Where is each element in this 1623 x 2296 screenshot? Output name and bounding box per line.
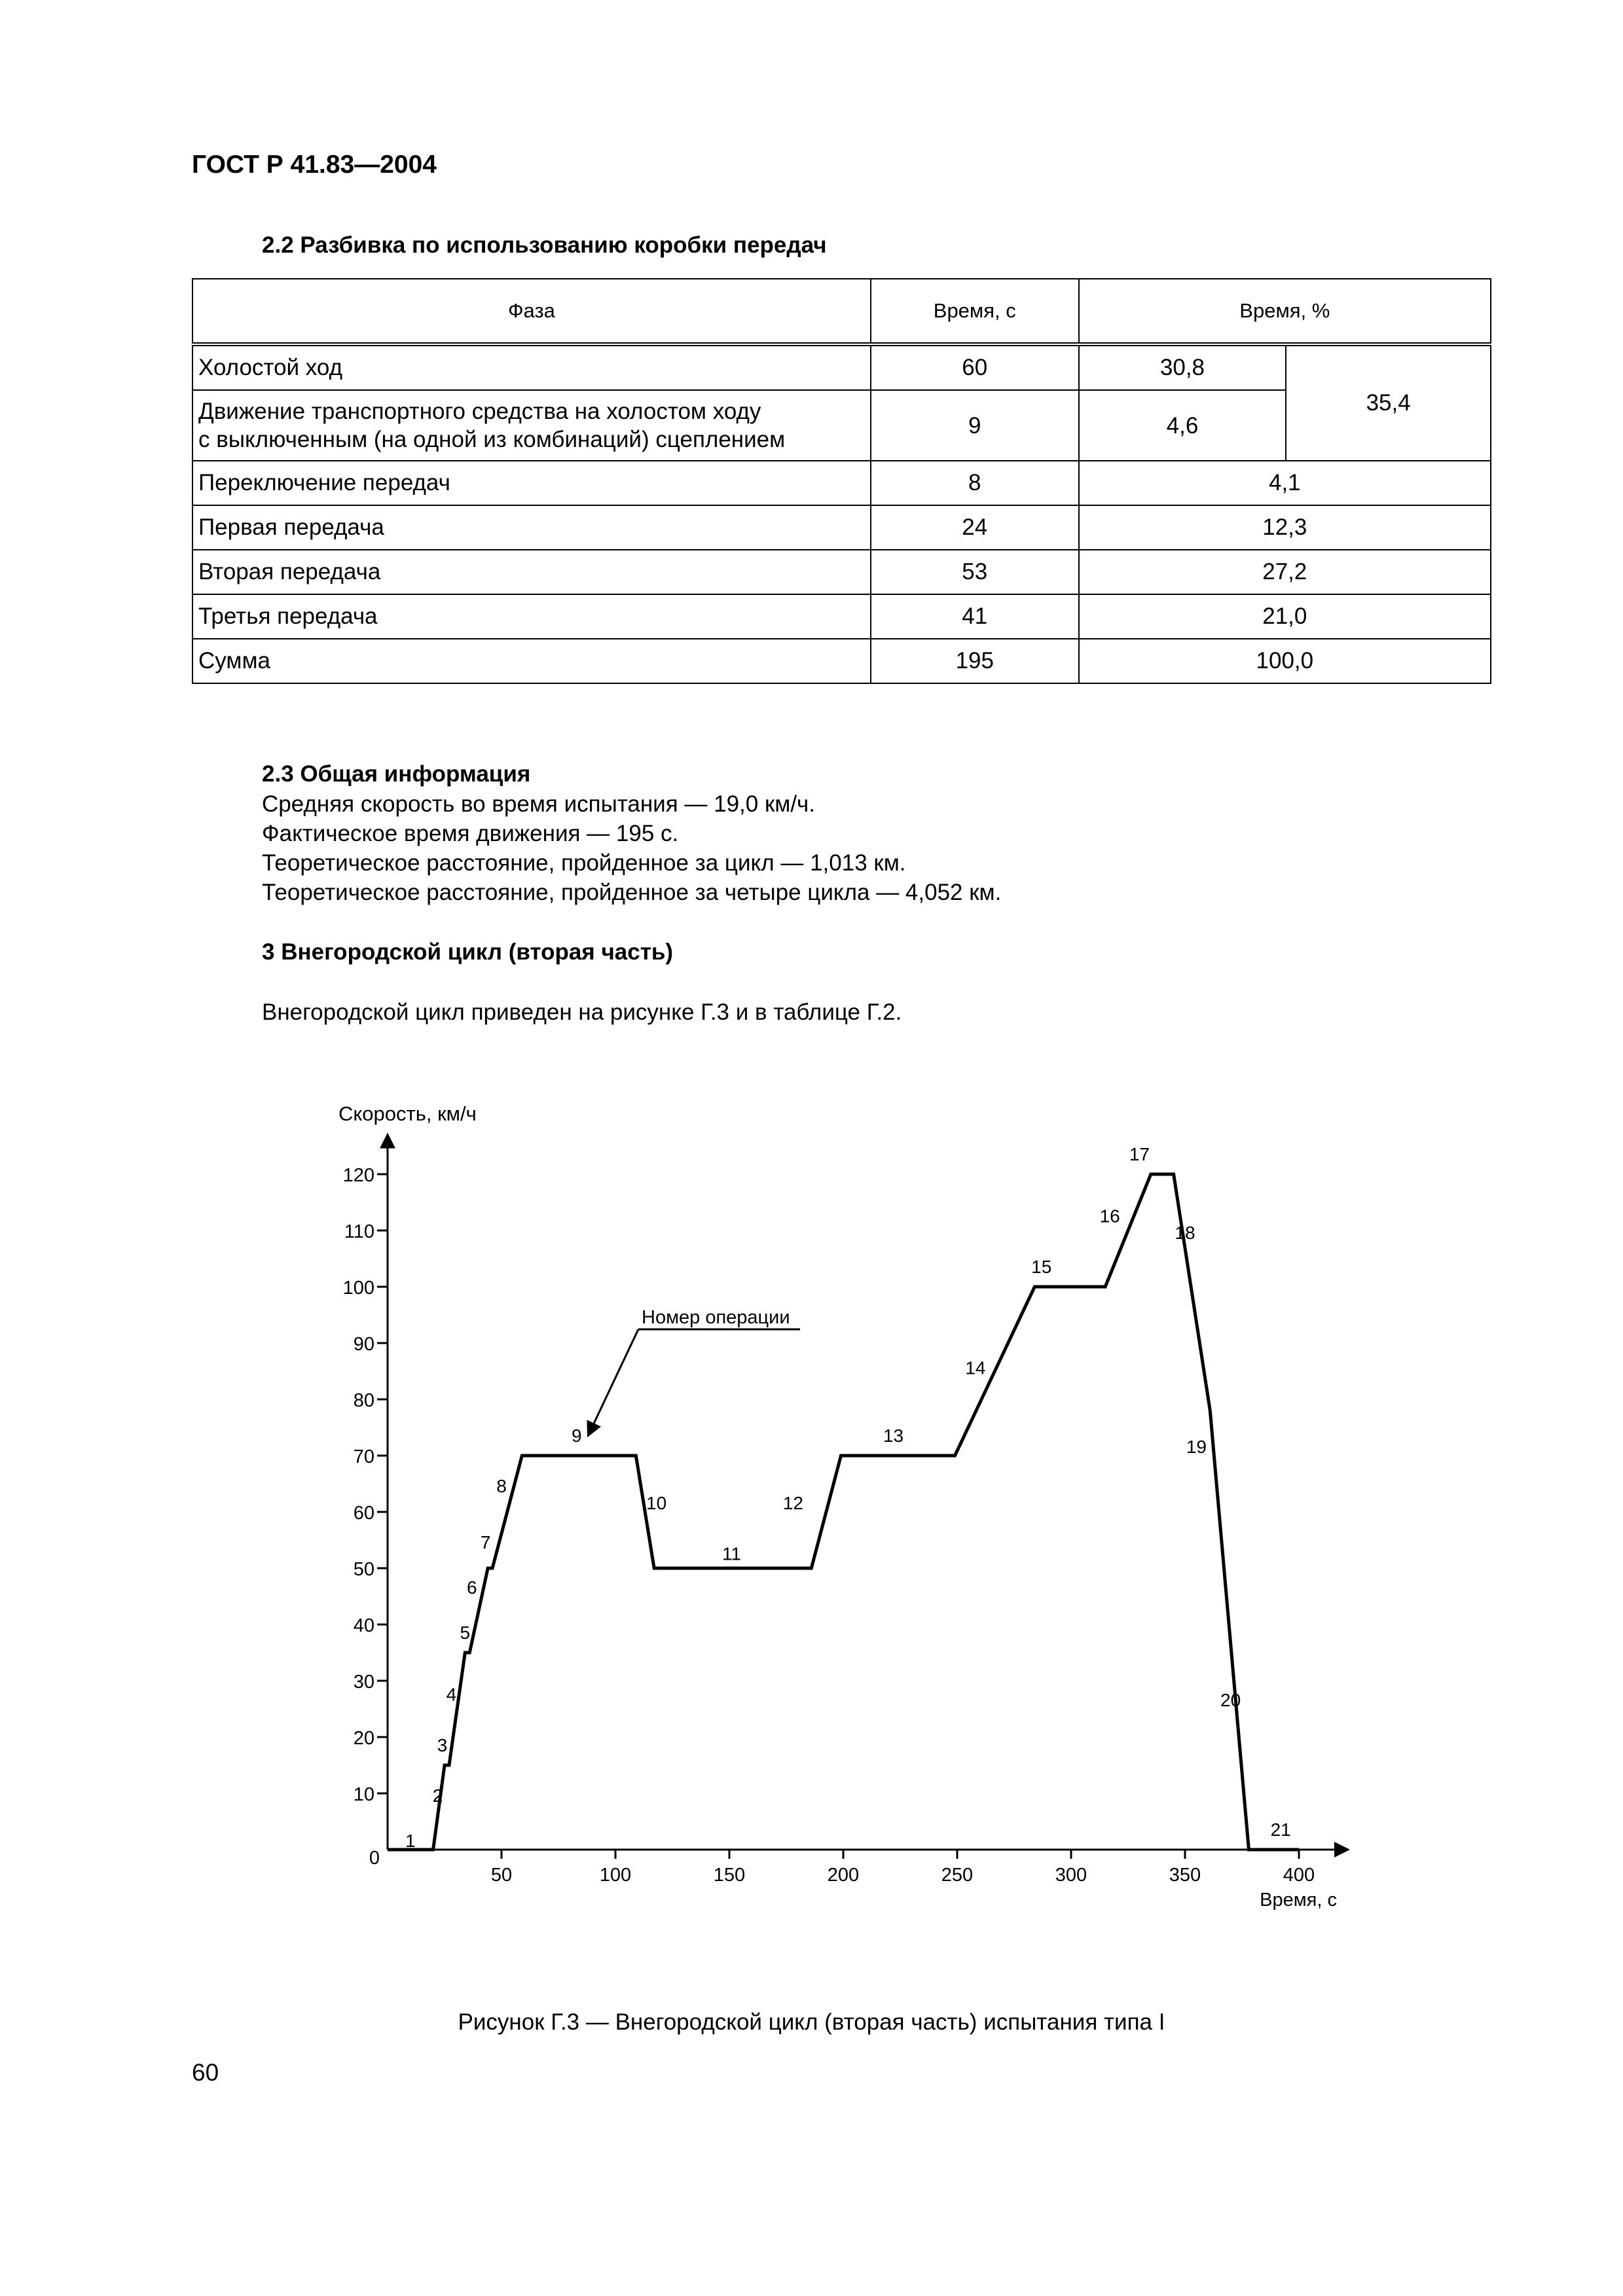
phase-cell: Третья передача [192,594,871,639]
annotation-label: Номер операции [642,1307,790,1328]
operation-label: 8 [496,1476,507,1497]
x-tick-label: 300 [1055,1865,1087,1886]
operation-label: 13 [883,1425,904,1446]
time-pct-cell: 21,0 [1079,594,1491,639]
y-tick-label: 90 [353,1334,374,1355]
time-pct-cell: 4,6 [1079,390,1286,461]
operation-label: 3 [437,1734,448,1755]
phase-line-2: с выключенным (на одной из комбинаций) сцеплением [198,427,786,452]
operation-label: 10 [646,1493,667,1513]
y-tick-label: 20 [353,1728,374,1749]
phase-line-1: Движение транспортного средства на холостом ходу [198,399,761,424]
speed-series-line [388,1174,1299,1850]
operation-label: 1 [405,1831,416,1851]
section-3-heading: 3 Внегородской цикл (вторая часть) [262,939,674,965]
time-s-cell: 41 [871,594,1079,639]
annotation-arrow [588,1329,638,1436]
col-header-time-s: Время, с [871,279,1079,344]
operation-label: 6 [466,1577,477,1598]
idle-total-pct-cell: 35,4 [1286,344,1491,461]
time-pct-cell: 100,0 [1079,639,1491,683]
operation-label: 19 [1186,1437,1207,1457]
y-tick-label: 40 [353,1615,374,1636]
info-line-avg-speed: Средняя скорость во время испытания — 19,0 км/ч. [262,791,816,817]
operation-label: 11 [721,1543,742,1564]
page-number: 60 [192,2059,219,2086]
section-3-text: Внегородской цикл приведен на рисунке Г.3 и в таблице Г.2. [262,999,902,1025]
time-s-cell: 9 [871,390,1079,461]
operation-label: 16 [1099,1206,1120,1227]
phase-cell: Холостой ход [192,344,871,390]
time-s-cell: 8 [871,461,1079,505]
y-tick-label: 0 [369,1848,380,1869]
time-s-cell: 53 [871,550,1079,594]
x-tick-label: 200 [827,1865,860,1886]
operation-label: 5 [460,1622,471,1643]
x-tick-label: 100 [599,1865,632,1886]
info-line-distance-cycle: Теоретическое расстояние, пройденное за цикл — 1,013 км. [262,850,906,876]
time-pct-cell: 4,1 [1079,461,1491,505]
time-pct-cell: 27,2 [1079,550,1491,594]
x-tick-label: 50 [490,1865,513,1886]
phase-cell: Вторая передача [192,550,871,594]
time-pct-cell: 30,8 [1079,344,1286,390]
info-line-distance-four: Теоретическое расстояние, пройденное за четыре цикла — 4,052 км. [262,880,1002,905]
x-tick-label: 250 [941,1865,974,1886]
y-tick-label: 110 [344,1221,374,1242]
y-tick-label: 10 [353,1784,374,1805]
time-s-cell: 24 [871,505,1079,550]
phase-cell: Переключение передач [192,461,871,505]
operation-label: 9 [572,1425,582,1446]
time-pct-cell: 12,3 [1079,505,1491,550]
y-tick-label: 30 [353,1672,374,1693]
operation-label: 15 [1031,1256,1052,1277]
operation-label: 20 [1220,1690,1241,1710]
operation-label: 17 [1129,1143,1150,1164]
x-axis-label: Время, с [1260,1890,1337,1910]
figure-caption: Рисунок Г.3 — Внегородской цикл (вторая часть) испытания типа I [458,2009,1165,2035]
time-s-cell: 60 [871,344,1079,390]
phase-cell: Сумма [192,639,871,683]
operation-label: 2 [432,1785,443,1806]
info-line-drive-time: Фактическое время движения — 195 с. [262,821,679,846]
section-2-3-heading: 2.3 Общая информация [262,761,531,787]
document-header: ГОСТ Р 41.83—2004 [192,151,437,179]
y-tick-label: 60 [353,1503,374,1524]
operation-label: 7 [480,1532,491,1553]
col-header-time-pct: Время, % [1079,279,1491,344]
time-s-cell: 195 [871,639,1079,683]
phase-cell: Первая передача [192,505,871,550]
x-tick-label: 400 [1283,1865,1315,1886]
x-tick-label: 150 [713,1865,746,1886]
y-tick-label: 50 [353,1559,374,1580]
operation-label: 4 [446,1684,457,1705]
y-tick-label: 120 [342,1165,374,1186]
section-2-2-heading: 2.2 Разбивка по использованию коробки передач [262,232,827,258]
operation-label: 12 [782,1493,804,1513]
y-tick-label: 70 [353,1446,374,1467]
operation-label: 21 [1270,1819,1291,1840]
x-tick-label: 350 [1169,1865,1201,1886]
y-tick-label: 80 [353,1390,374,1411]
operation-label: 18 [1175,1223,1195,1244]
col-header-phase: Фаза [192,279,871,344]
y-axis-label: Скорость, км/ч [338,1102,477,1125]
operation-label: 14 [965,1357,986,1378]
y-tick-label: 100 [342,1278,374,1299]
